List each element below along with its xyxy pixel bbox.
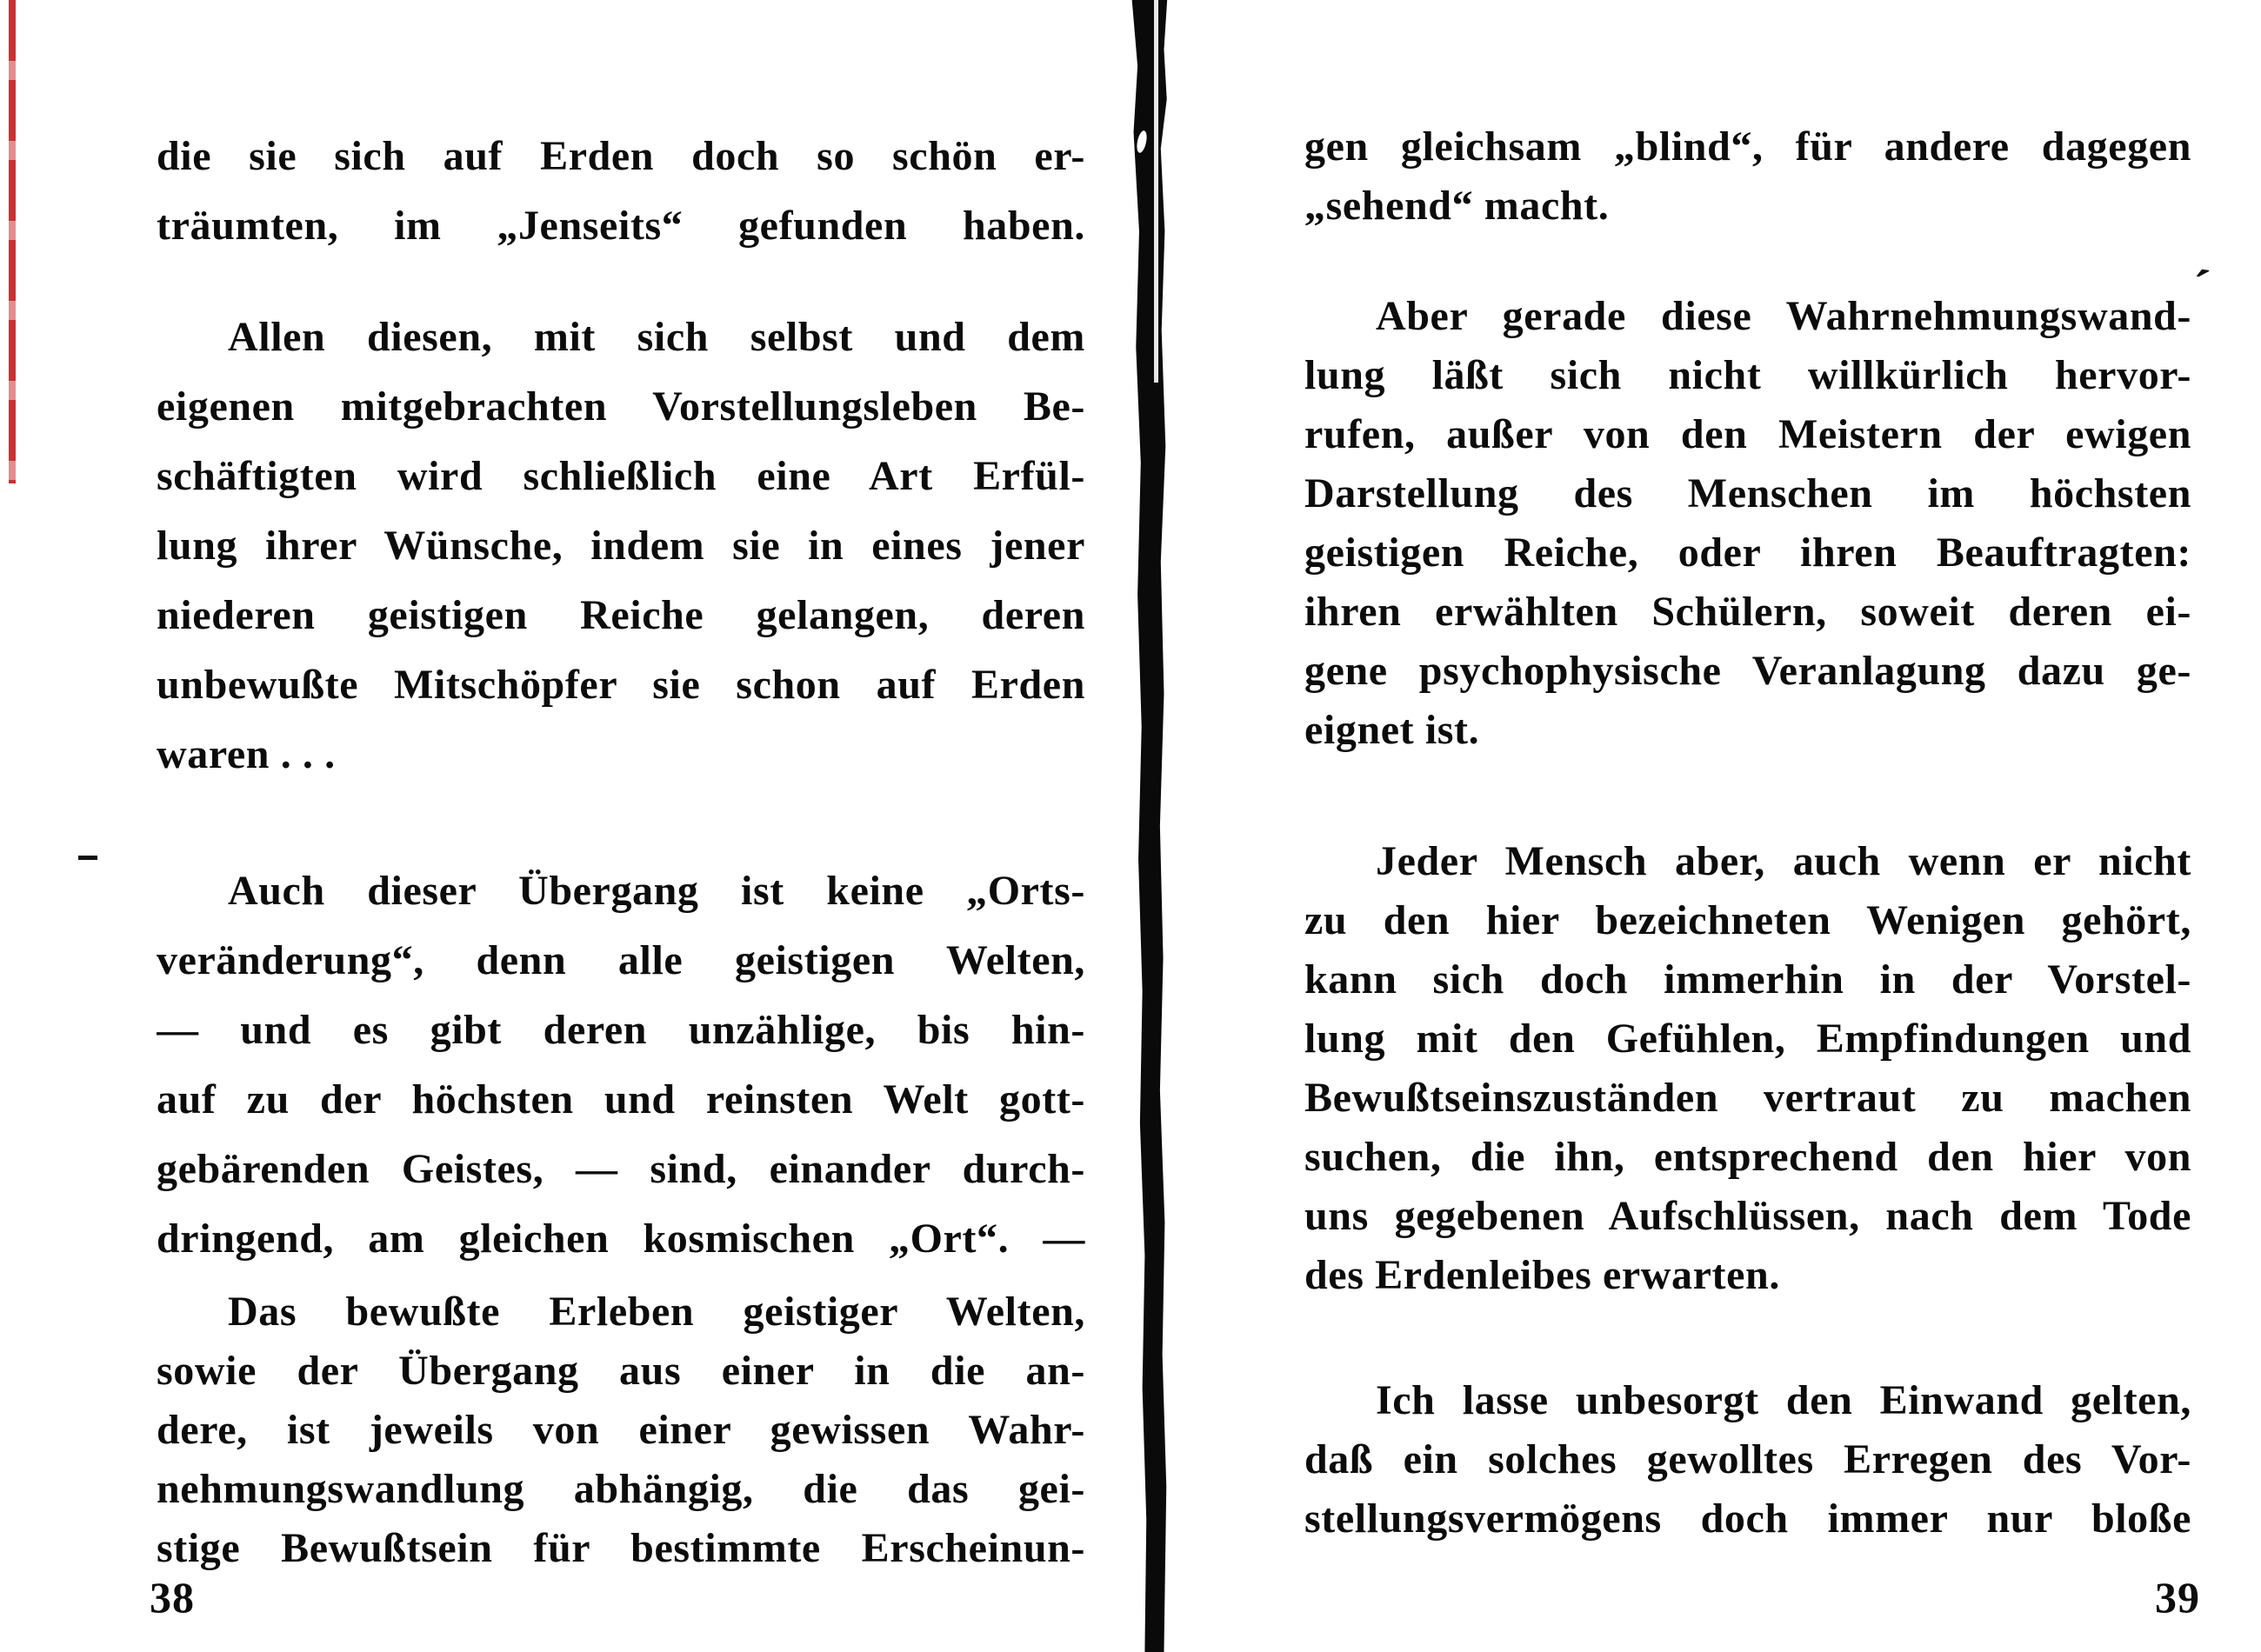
text-line: Auch dieser Übergang ist keine „Orts- bbox=[228, 868, 1085, 914]
text-line: „sehend“ macht. bbox=[1304, 183, 1610, 229]
text-line: veränderung“, denn alle geistigen Welten, bbox=[157, 937, 1085, 983]
text-line: schäftigten wird schließlich eine Art Erfül- bbox=[157, 453, 1085, 499]
text-line: unbewußte Mitschöpfer sie schon auf Erden bbox=[157, 662, 1085, 708]
text-line: suchen, die ihn, entsprechend den hier von bbox=[1304, 1134, 2191, 1180]
paragraph bbox=[157, 122, 1085, 261]
text-line: Aber gerade diese Wahrnehmungswand- bbox=[1376, 293, 2191, 339]
margin-dash-artifact bbox=[78, 856, 97, 860]
text-line: des Erdenleibes erwarten. bbox=[1304, 1252, 1780, 1298]
stray-tick-artifact: ´ bbox=[2187, 258, 2213, 318]
text-line: Das bewußte Erleben geistiger Welten, bbox=[228, 1289, 1085, 1335]
text-line: eigenen mitgebrachten Vorstellungsleben Be- bbox=[157, 383, 1085, 430]
page-number-left: 38 bbox=[150, 1573, 195, 1622]
text-line: Allen diesen, mit sich selbst und dem bbox=[228, 314, 1085, 360]
gutter-highlight-slit bbox=[1154, 0, 1158, 383]
text-line: stige Bewußtsein für bestimmte Erscheinun- bbox=[157, 1525, 1085, 1571]
text-line: Ich lasse unbesorgt den Einwand gelten, bbox=[1376, 1377, 2191, 1423]
paragraph bbox=[157, 1282, 1085, 1578]
text-line: geistigen Reiche, oder ihren Beauftragten: bbox=[1304, 530, 2191, 576]
text-line: stellungsvermögens doch immer nur bloße bbox=[1304, 1495, 2191, 1542]
paragraph bbox=[1304, 1371, 2191, 1549]
text-line: ihren erwählten Schülern, soweit deren ei- bbox=[1304, 589, 2191, 635]
text-line: gen gleichsam „blind“, für andere dagegen bbox=[1304, 123, 2191, 170]
text-line: uns gegebenen Aufschlüssen, nach dem Tode bbox=[1304, 1193, 2191, 1239]
text-line: dere, ist jeweils von einer gewissen Wahr- bbox=[157, 1407, 1085, 1453]
text-line: eignet ist. bbox=[1304, 707, 1480, 753]
text-line: lung läßt sich nicht willkürlich hervor- bbox=[1304, 352, 2191, 398]
text-line: auf zu der höchsten und reinsten Welt gott- bbox=[157, 1076, 1085, 1122]
paragraph bbox=[1304, 287, 2191, 760]
red-scan-streak-artifact bbox=[9, 0, 16, 483]
text-line: Jeder Mensch aber, auch wenn er nicht bbox=[1376, 838, 2191, 884]
text-line: gebärenden Geistes, — sind, einander durch- bbox=[157, 1146, 1085, 1192]
left-page-text-column bbox=[157, 122, 1085, 1578]
paragraph bbox=[157, 856, 1085, 1274]
right-page-text-column bbox=[1304, 117, 2191, 1549]
text-line: träumten, im „Jenseits“ gefunden haben. bbox=[157, 203, 1085, 249]
text-line: waren . . . bbox=[157, 731, 336, 777]
text-line: Darstellung des Menschen im höchsten bbox=[1304, 470, 2191, 516]
text-line: zu den hier bezeichneten Wenigen gehört, bbox=[1304, 897, 2191, 943]
text-line: nehmungswandlung abhängig, die das gei- bbox=[157, 1466, 1085, 1512]
text-line: sowie der Übergang aus einer in die an- bbox=[157, 1348, 1085, 1394]
text-line: dringend, am gleichen kosmischen „Ort“. — bbox=[157, 1216, 1085, 1262]
text-line: Bewußtseinszuständen vertraut zu machen bbox=[1304, 1075, 2191, 1121]
text-line: rufen, außer von den Meistern der ewigen bbox=[1304, 411, 2191, 457]
text-line: kann sich doch immerhin in der Vorstel- bbox=[1304, 956, 2191, 1003]
text-line: — und es gibt deren unzählige, bis hin- bbox=[157, 1007, 1085, 1053]
text-line: lung mit den Gefühlen, Empfindungen und bbox=[1304, 1016, 2191, 1062]
book-gutter-shadow bbox=[1129, 0, 1169, 1652]
text-line: daß ein solches gewolltes Erregen des Vor- bbox=[1304, 1436, 2191, 1482]
paragraph bbox=[1304, 117, 2191, 236]
text-line: gene psychophysische Veranlagung dazu ge- bbox=[1304, 648, 2191, 694]
text-line: die sie sich auf Erden doch so schön er- bbox=[157, 133, 1085, 179]
paragraph bbox=[1304, 832, 2191, 1305]
text-line: lung ihrer Wünsche, indem sie in eines jener bbox=[157, 523, 1085, 569]
paragraph bbox=[157, 303, 1085, 789]
page-number-right: 39 bbox=[2155, 1573, 2200, 1622]
text-line: niederen geistigen Reiche gelangen, deren bbox=[157, 592, 1085, 638]
